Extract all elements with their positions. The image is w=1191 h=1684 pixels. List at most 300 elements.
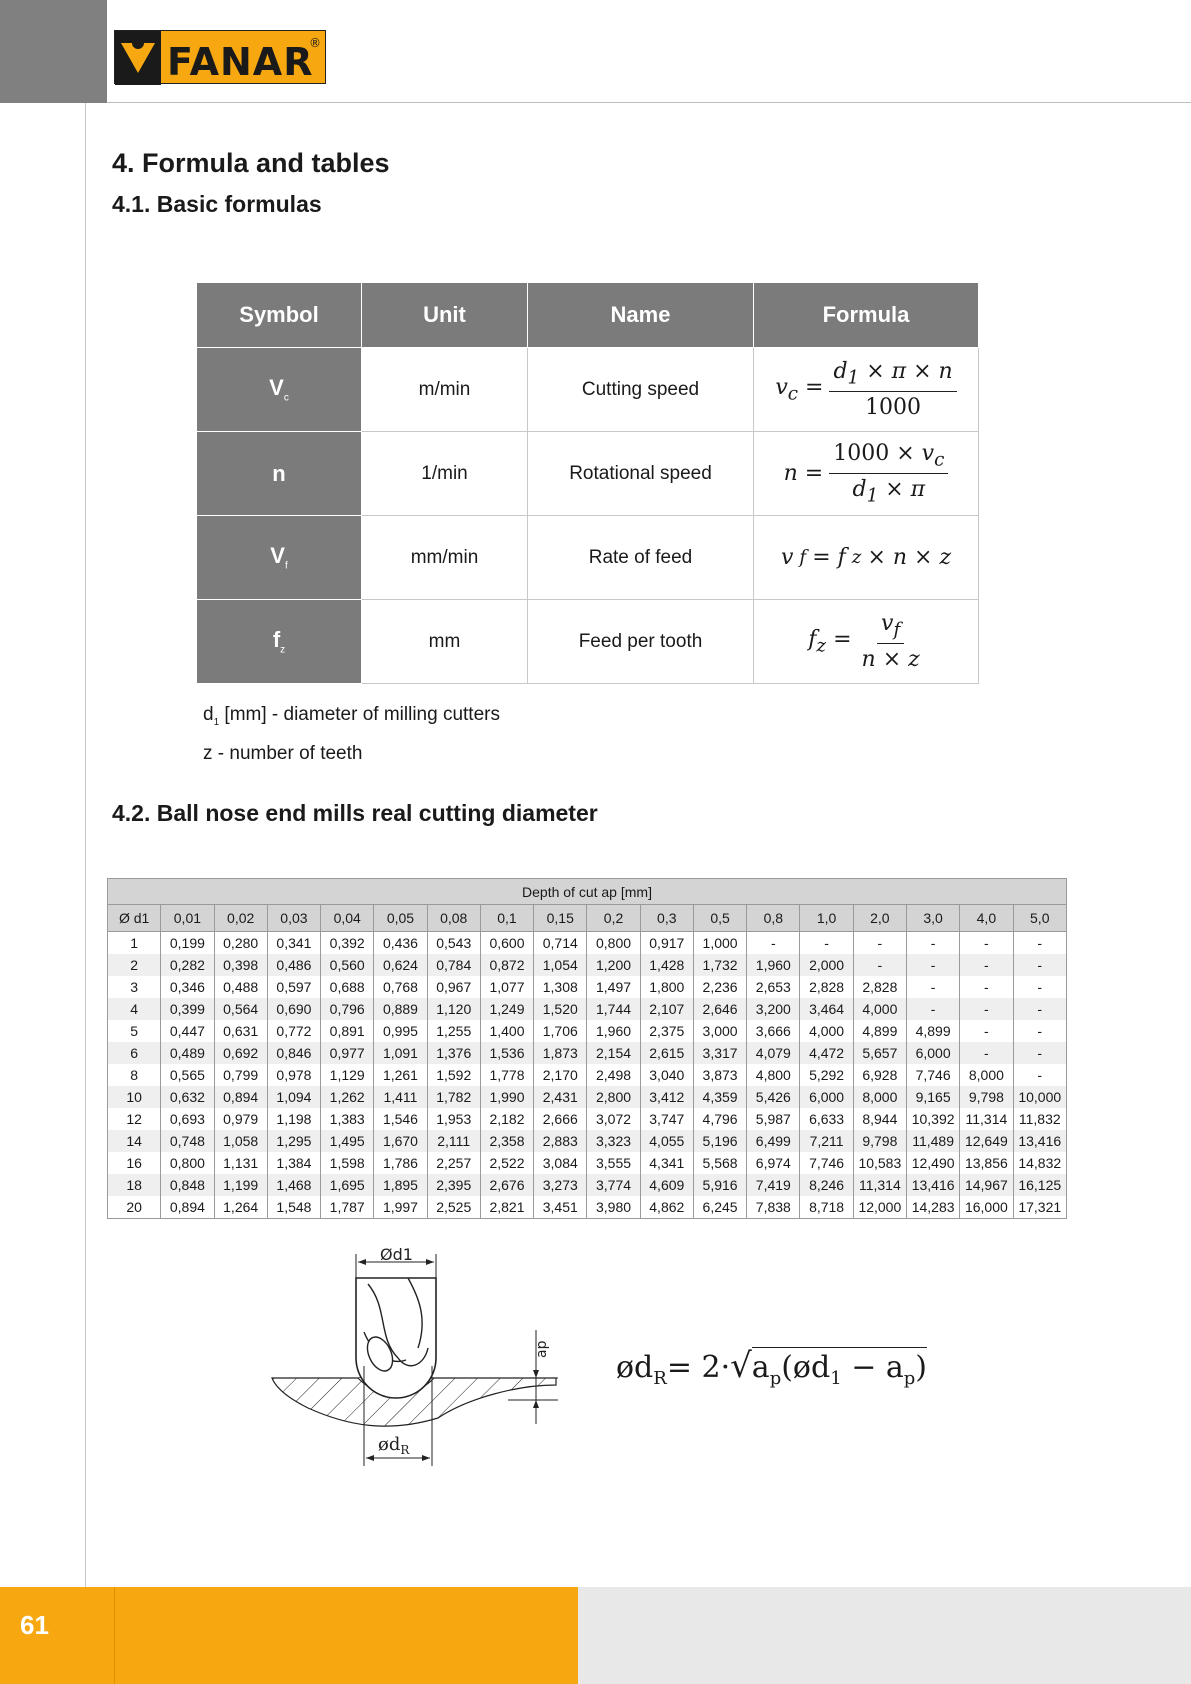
value-cell: 1,262	[321, 1086, 374, 1108]
value-cell: 16,000	[960, 1196, 1013, 1219]
value-cell: 2,666	[534, 1108, 587, 1130]
diameter-cell: 6	[108, 1042, 161, 1064]
value-cell: 3,412	[640, 1086, 693, 1108]
ap-label: ap	[534, 1340, 550, 1358]
value-cell: 0,891	[321, 1020, 374, 1042]
value-cell: 12,000	[853, 1196, 906, 1219]
value-cell: 0,280	[214, 932, 267, 955]
value-cell: 0,436	[374, 932, 427, 955]
value-cell: 1,953	[427, 1108, 480, 1130]
table-row	[108, 1174, 1067, 1196]
value-cell: 1,383	[321, 1108, 374, 1130]
value-cell: 3,317	[693, 1042, 746, 1064]
diameter-cell: 1	[108, 932, 161, 955]
formula-table	[196, 282, 979, 684]
value-cell: 2,257	[427, 1152, 480, 1174]
value-cell: 1,198	[267, 1108, 320, 1130]
value-cell: 10,583	[853, 1152, 906, 1174]
ball-nose-diagram	[268, 1248, 578, 1473]
depth-header: 4,0	[960, 905, 1013, 932]
value-cell: 2,646	[693, 998, 746, 1020]
value-cell: 14,967	[960, 1174, 1013, 1196]
header-name: Name	[528, 283, 754, 348]
value-cell: 1,598	[321, 1152, 374, 1174]
value-cell: 0,632	[161, 1086, 214, 1108]
value-cell: 6,000	[800, 1086, 853, 1108]
value-cell: 8,718	[800, 1196, 853, 1219]
value-cell: 4,472	[800, 1042, 853, 1064]
value-cell: 2,615	[640, 1042, 693, 1064]
table-row	[108, 1196, 1067, 1219]
name-cell: Feed per tooth	[528, 600, 754, 684]
value-cell: -	[906, 932, 959, 955]
value-cell: 6,000	[906, 1042, 959, 1064]
value-cell: 0,690	[267, 998, 320, 1020]
value-cell: -	[960, 1042, 1013, 1064]
value-cell: -	[747, 932, 800, 955]
value-cell: 14,832	[1013, 1152, 1066, 1174]
value-cell: 4,796	[693, 1108, 746, 1130]
value-cell: 5,426	[747, 1086, 800, 1108]
logo-wordmark: FANAR	[167, 40, 314, 84]
value-cell: 0,688	[321, 976, 374, 998]
value-cell: 2,883	[534, 1130, 587, 1152]
depth-header: 0,2	[587, 905, 640, 932]
value-cell: 1,670	[374, 1130, 427, 1152]
value-cell: 2,236	[693, 976, 746, 998]
value-cell: 4,000	[800, 1020, 853, 1042]
depth-header: 1,0	[800, 905, 853, 932]
value-cell: 5,987	[747, 1108, 800, 1130]
symbol-cell: $V_f$	[197, 516, 362, 600]
value-cell: 12,490	[906, 1152, 959, 1174]
formula-notes	[203, 699, 500, 769]
value-cell: 0,199	[161, 932, 214, 955]
value-cell: 0,995	[374, 1020, 427, 1042]
value-cell: -	[960, 954, 1013, 976]
table-caption: Depth of cut ap [mm]	[108, 879, 1067, 905]
real-diameter-formula: $ød_R=$ $2\cdot√a_p(ød_1 - a_p)$	[616, 1346, 928, 1389]
value-cell: 3,774	[587, 1174, 640, 1196]
value-cell: 9,798	[853, 1130, 906, 1152]
value-cell: 2,395	[427, 1174, 480, 1196]
value-cell: 3,084	[534, 1152, 587, 1174]
value-cell: 3,200	[747, 998, 800, 1020]
value-cell: 1,077	[480, 976, 533, 998]
value-cell: 10,000	[1013, 1086, 1066, 1108]
value-cell: 0,799	[214, 1064, 267, 1086]
value-cell: 2,182	[480, 1108, 533, 1130]
value-cell: 0,600	[480, 932, 533, 955]
value-cell: 0,624	[374, 954, 427, 976]
value-cell: 0,772	[267, 1020, 320, 1042]
value-cell: 1,744	[587, 998, 640, 1020]
value-cell: -	[906, 998, 959, 1020]
value-cell: -	[1013, 1064, 1066, 1086]
value-cell: -	[853, 954, 906, 976]
value-cell: 1,054	[534, 954, 587, 976]
value-cell: 5,568	[693, 1152, 746, 1174]
depth-header: 5,0	[1013, 905, 1066, 932]
subsection-title-ball-nose: 4.2. Ball nose end mills real cutting diameter	[112, 800, 598, 826]
value-cell: 4,359	[693, 1086, 746, 1108]
value-cell: 1,428	[640, 954, 693, 976]
table-row	[108, 1086, 1067, 1108]
value-cell: 2,107	[640, 998, 693, 1020]
value-cell: 6,928	[853, 1064, 906, 1086]
value-cell: 8,000	[853, 1086, 906, 1108]
value-cell: 17,321	[1013, 1196, 1066, 1219]
value-cell: 2,358	[480, 1130, 533, 1152]
diameter-cell: 18	[108, 1174, 161, 1196]
value-cell: 8,944	[853, 1108, 906, 1130]
value-cell: 0,597	[267, 976, 320, 998]
value-cell: 8,246	[800, 1174, 853, 1196]
value-cell: 0,565	[161, 1064, 214, 1086]
table-row	[108, 1064, 1067, 1086]
header-divider	[107, 102, 1191, 103]
value-cell: 0,560	[321, 954, 374, 976]
value-cell: 10,392	[906, 1108, 959, 1130]
subsection-title-formulas: 4.1. Basic formulas	[112, 191, 322, 217]
value-cell: 2,000	[800, 954, 853, 976]
value-cell: 1,000	[693, 932, 746, 955]
value-cell: 3,980	[587, 1196, 640, 1219]
value-cell: 1,778	[480, 1064, 533, 1086]
value-cell: 0,543	[427, 932, 480, 955]
value-cell: 1,960	[747, 954, 800, 976]
value-cell: 1,997	[374, 1196, 427, 1219]
value-cell: 4,862	[640, 1196, 693, 1219]
value-cell: 3,273	[534, 1174, 587, 1196]
value-cell: 0,486	[267, 954, 320, 976]
d1-label: Ød1	[380, 1248, 413, 1264]
value-cell: 0,488	[214, 976, 267, 998]
value-cell: -	[1013, 998, 1066, 1020]
value-cell: 1,536	[480, 1042, 533, 1064]
value-cell: 4,079	[747, 1042, 800, 1064]
value-cell: 0,564	[214, 998, 267, 1020]
note-d1: $d_1$ [mm] - diameter of milling cutters	[203, 704, 500, 728]
value-cell: 3,451	[534, 1196, 587, 1219]
symbol-cell: n	[197, 432, 362, 516]
value-cell: 5,196	[693, 1130, 746, 1152]
header-unit: Unit	[362, 283, 528, 348]
value-cell: 2,653	[747, 976, 800, 998]
diameter-cell: 5	[108, 1020, 161, 1042]
value-cell: 4,609	[640, 1174, 693, 1196]
table-row	[108, 1042, 1067, 1064]
value-cell: -	[1013, 1042, 1066, 1064]
depth-header: 0,1	[480, 905, 533, 932]
value-cell: -	[960, 1020, 1013, 1042]
formula-row-rate-of-feed	[197, 516, 979, 600]
value-cell: 2,154	[587, 1042, 640, 1064]
value-cell: 11,314	[960, 1108, 1013, 1130]
value-cell: 2,111	[427, 1130, 480, 1152]
value-cell: 2,522	[480, 1152, 533, 1174]
formula-row-rotational-speed	[197, 432, 979, 516]
depth-header: 0,03	[267, 905, 320, 932]
diameter-cell: 2	[108, 954, 161, 976]
value-cell: 2,828	[853, 976, 906, 998]
value-cell: 12,649	[960, 1130, 1013, 1152]
formula-n: n = $\frac{1000 \times v_c}{d_1 \times \pi}$	[754, 432, 979, 516]
value-cell: 1,787	[321, 1196, 374, 1219]
value-cell: 0,848	[161, 1174, 214, 1196]
value-cell: -	[853, 932, 906, 955]
value-cell: 6,499	[747, 1130, 800, 1152]
value-cell: 0,872	[480, 954, 533, 976]
value-cell: 1,468	[267, 1174, 320, 1196]
value-cell: 0,346	[161, 976, 214, 998]
depth-header: 0,02	[214, 905, 267, 932]
value-cell: 1,120	[427, 998, 480, 1020]
value-cell: 1,129	[321, 1064, 374, 1086]
value-cell: 0,917	[640, 932, 693, 955]
value-cell: 0,784	[427, 954, 480, 976]
value-cell: 2,498	[587, 1064, 640, 1086]
value-cell: 1,131	[214, 1152, 267, 1174]
symbol-cell: $f_z$	[197, 600, 362, 684]
value-cell: 14,283	[906, 1196, 959, 1219]
formula-row-cutting-speed	[197, 348, 979, 432]
unit-cell: m/min	[362, 348, 528, 432]
value-cell: 0,889	[374, 998, 427, 1020]
value-cell: 3,464	[800, 998, 853, 1020]
value-cell: 0,894	[161, 1196, 214, 1219]
value-cell: 1,295	[267, 1130, 320, 1152]
unit-cell: 1/min	[362, 432, 528, 516]
value-cell: 7,746	[906, 1064, 959, 1086]
value-cell: 0,846	[267, 1042, 320, 1064]
value-cell: 16,125	[1013, 1174, 1066, 1196]
value-cell: 0,768	[374, 976, 427, 998]
value-cell: 1,800	[640, 976, 693, 998]
value-cell: 3,072	[587, 1108, 640, 1130]
value-cell: 0,967	[427, 976, 480, 998]
depth-header: 0,01	[161, 905, 214, 932]
value-cell: 2,525	[427, 1196, 480, 1219]
value-cell: 0,714	[534, 932, 587, 955]
value-cell: 1,895	[374, 1174, 427, 1196]
value-cell: 13,416	[1013, 1130, 1066, 1152]
diameter-cell: 10	[108, 1086, 161, 1108]
value-cell: 3,747	[640, 1108, 693, 1130]
value-cell: 1,546	[374, 1108, 427, 1130]
table-row	[108, 932, 1067, 955]
value-cell: 1,732	[693, 954, 746, 976]
section-title: 4. Formula and tables	[112, 148, 390, 178]
value-cell: 0,894	[214, 1086, 267, 1108]
page-number: 61	[20, 1610, 49, 1640]
footer-orange-bar	[0, 1587, 578, 1684]
diameter-cell: 16	[108, 1152, 161, 1174]
value-cell: 3,666	[747, 1020, 800, 1042]
table-row	[108, 954, 1067, 976]
value-cell: 1,695	[321, 1174, 374, 1196]
diameter-cell: 14	[108, 1130, 161, 1152]
depth-header: 0,08	[427, 905, 480, 932]
value-cell: 0,399	[161, 998, 214, 1020]
value-cell: -	[800, 932, 853, 955]
diameter-cell: 4	[108, 998, 161, 1020]
value-cell: 3,873	[693, 1064, 746, 1086]
value-cell: 2,828	[800, 976, 853, 998]
value-cell: 1,497	[587, 976, 640, 998]
value-cell: 0,800	[161, 1152, 214, 1174]
value-cell: -	[960, 998, 1013, 1020]
footer-gray-bar	[578, 1587, 1191, 1684]
value-cell: 0,748	[161, 1130, 214, 1152]
value-cell: 0,800	[587, 932, 640, 955]
depth-header: 0,5	[693, 905, 746, 932]
table-row	[108, 1108, 1067, 1130]
symbol-cell: $V_c$	[197, 348, 362, 432]
value-cell: 1,495	[321, 1130, 374, 1152]
fanar-logo	[114, 30, 326, 84]
note-z: z - number of teeth	[203, 742, 363, 764]
left-margin-line	[85, 103, 86, 1587]
formula-row-feed-per-tooth	[197, 600, 979, 684]
value-cell: 2,821	[480, 1196, 533, 1219]
value-cell: -	[1013, 1020, 1066, 1042]
value-cell: 2,375	[640, 1020, 693, 1042]
value-cell: 1,249	[480, 998, 533, 1020]
value-cell: 0,489	[161, 1042, 214, 1064]
formula-vc: $v_c$ = $\frac{d_1 \times \pi \times n}{1000}$	[754, 348, 979, 432]
depth-header: 0,8	[747, 905, 800, 932]
value-cell: 0,398	[214, 954, 267, 976]
value-cell: 1,782	[427, 1086, 480, 1108]
depth-header: 0,3	[640, 905, 693, 932]
value-cell: 1,520	[534, 998, 587, 1020]
value-cell: 7,746	[800, 1152, 853, 1174]
footer-divider	[114, 1587, 115, 1684]
value-cell: 1,058	[214, 1130, 267, 1152]
value-cell: 7,211	[800, 1130, 853, 1152]
depth-header: 0,15	[534, 905, 587, 932]
table-row	[108, 1152, 1067, 1174]
value-cell: 7,838	[747, 1196, 800, 1219]
formula-fz: $f_z$ = $\frac{v_f}{n \times z}$	[754, 600, 979, 684]
diameter-cell: 3	[108, 976, 161, 998]
value-cell: 1,706	[534, 1020, 587, 1042]
value-cell: 1,094	[267, 1086, 320, 1108]
depth-header: 0,04	[321, 905, 374, 932]
corner-header: Ø d1	[108, 905, 161, 932]
value-cell: -	[906, 954, 959, 976]
value-cell: 7,419	[747, 1174, 800, 1196]
value-cell: 1,091	[374, 1042, 427, 1064]
name-cell: Rate of feed	[528, 516, 754, 600]
value-cell: -	[960, 976, 1013, 998]
value-cell: 5,292	[800, 1064, 853, 1086]
value-cell: 1,786	[374, 1152, 427, 1174]
value-cell: 13,856	[960, 1152, 1013, 1174]
value-cell: 2,431	[534, 1086, 587, 1108]
name-cell: Cutting speed	[528, 348, 754, 432]
header-symbol: Symbol	[197, 283, 362, 348]
value-cell: 0,282	[161, 954, 214, 976]
value-cell: -	[960, 932, 1013, 955]
value-cell: 3,000	[693, 1020, 746, 1042]
value-cell: 1,400	[480, 1020, 533, 1042]
value-cell: 6,633	[800, 1108, 853, 1130]
value-cell: 1,411	[374, 1086, 427, 1108]
value-cell: 0,392	[321, 932, 374, 955]
value-cell: 1,592	[427, 1064, 480, 1086]
value-cell: 2,170	[534, 1064, 587, 1086]
value-cell: 4,899	[906, 1020, 959, 1042]
value-cell: 0,977	[321, 1042, 374, 1064]
value-cell: 4,899	[853, 1020, 906, 1042]
value-cell: -	[906, 976, 959, 998]
value-cell: 3,555	[587, 1152, 640, 1174]
value-cell: 13,416	[906, 1174, 959, 1196]
value-cell: 1,308	[534, 976, 587, 998]
value-cell: 0,796	[321, 998, 374, 1020]
unit-cell: mm/min	[362, 516, 528, 600]
value-cell: 5,916	[693, 1174, 746, 1196]
value-cell: 3,323	[587, 1130, 640, 1152]
value-cell: 2,676	[480, 1174, 533, 1196]
header-gray-block	[0, 0, 107, 103]
table-row	[108, 976, 1067, 998]
value-cell: 4,055	[640, 1130, 693, 1152]
value-cell: 4,000	[853, 998, 906, 1020]
value-cell: 1,264	[214, 1196, 267, 1219]
value-cell: 4,341	[640, 1152, 693, 1174]
value-cell: 0,978	[267, 1064, 320, 1086]
value-cell: 0,979	[214, 1108, 267, 1130]
value-cell: 9,798	[960, 1086, 1013, 1108]
value-cell: 1,960	[587, 1020, 640, 1042]
value-cell: 8,000	[960, 1064, 1013, 1086]
table-row	[108, 1130, 1067, 1152]
diameter-cell: 8	[108, 1064, 161, 1086]
value-cell: -	[1013, 954, 1066, 976]
diameter-cell: 20	[108, 1196, 161, 1219]
value-cell: 6,974	[747, 1152, 800, 1174]
header-formula: Formula	[754, 283, 979, 348]
dr-label: $ød_R$	[378, 1434, 410, 1457]
value-cell: 0,447	[161, 1020, 214, 1042]
value-cell: 11,832	[1013, 1108, 1066, 1130]
diameter-cell: 12	[108, 1108, 161, 1130]
value-cell: 0,692	[214, 1042, 267, 1064]
value-cell: 11,489	[906, 1130, 959, 1152]
value-cell: 0,631	[214, 1020, 267, 1042]
value-cell: 11,314	[853, 1174, 906, 1196]
name-cell: Rotational speed	[528, 432, 754, 516]
value-cell: 2,800	[587, 1086, 640, 1108]
value-cell: 1,384	[267, 1152, 320, 1174]
value-cell: 1,990	[480, 1086, 533, 1108]
value-cell: 5,657	[853, 1042, 906, 1064]
value-cell: -	[1013, 976, 1066, 998]
depth-header: 3,0	[906, 905, 959, 932]
depth-header: 0,05	[374, 905, 427, 932]
value-cell: 1,261	[374, 1064, 427, 1086]
value-cell: 0,341	[267, 932, 320, 955]
value-cell: 1,873	[534, 1042, 587, 1064]
formula-vf: v f = f z × n × z	[754, 516, 979, 600]
value-cell: 3,040	[640, 1064, 693, 1086]
value-cell: -	[1013, 932, 1066, 955]
unit-cell: mm	[362, 600, 528, 684]
depth-header: 2,0	[853, 905, 906, 932]
